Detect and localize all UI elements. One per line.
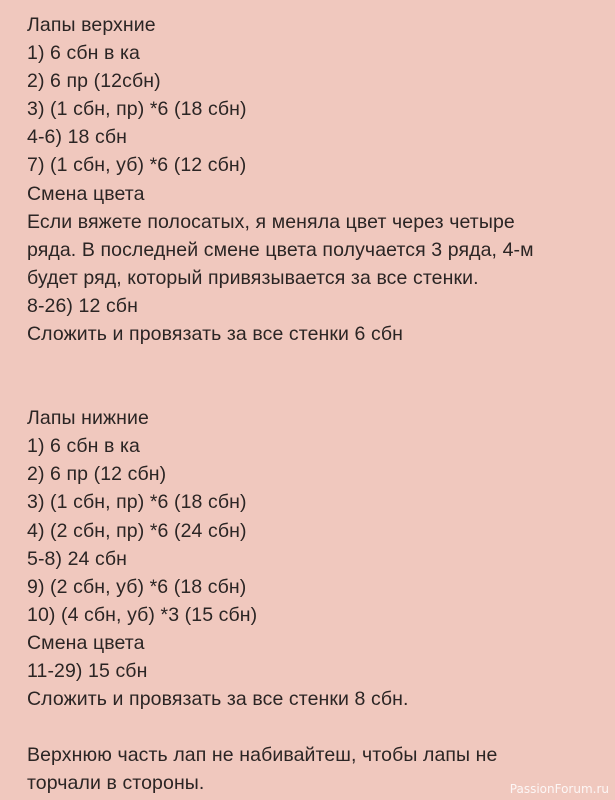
- lower-paws-row: 11-29) 15 сбн: [27, 659, 148, 682]
- upper-paws-row: 4-6) 18 сбн: [27, 126, 127, 149]
- upper-paws-row: Если вяжете полосатых, я меняла цвет через четыре: [27, 210, 515, 233]
- lower-paws-row: 4) (2 сбн, пр) *6 (24 сбн): [27, 519, 247, 542]
- lower-paws-row: 5-8) 24 сбн: [27, 547, 127, 570]
- section-spacer: [27, 713, 602, 741]
- section-spacer: [27, 348, 602, 404]
- lower-paws-row: 3) (1 сбн, пр) *6 (18 сбн): [27, 491, 247, 514]
- upper-paws-row: 2) 6 пр (12сбн): [27, 70, 161, 93]
- lower-paws-title: Лапы нижние: [27, 407, 149, 430]
- lower-paws-row: 2) 6 пр (12 сбн): [27, 463, 167, 486]
- upper-paws-row: 7) (1 сбн, уб) *6 (12 сбн): [27, 154, 247, 177]
- upper-paws-row: ряда. В последней смене цвета получается 3 ряда, 4-м: [27, 238, 534, 261]
- lower-paws-row: Сложить и провязать за все стенки 8 сбн.: [27, 688, 409, 711]
- lower-paws-row: Смена цвета: [27, 631, 145, 654]
- lower-paws-row: 10) (4 сбн, уб) *3 (15 сбн): [27, 603, 258, 626]
- upper-paws-row: Сложить и провязать за все стенки 6 сбн: [27, 323, 403, 346]
- upper-paws-title: Лапы верхние: [27, 14, 156, 36]
- upper-paws-row: 3) (1 сбн, пр) *6 (18 сбн): [27, 98, 247, 121]
- upper-paws-row: Смена цвета: [27, 182, 145, 205]
- lower-paws-row: 1) 6 сбн в ка: [27, 435, 141, 458]
- note-line: Верхнюю часть лап не набивайтеш, чтобы лапы не: [27, 744, 498, 767]
- note-line: торчали в стороны.: [27, 772, 205, 795]
- lower-paws-section: [27, 404, 602, 713]
- lower-paws-row: 9) (2 сбн, уб) *6 (18 сбн): [27, 575, 247, 598]
- watermark: PassionForum.ru: [509, 782, 609, 796]
- upper-paws-row: будет ряд, который привязывается за все стенки.: [27, 266, 479, 289]
- upper-paws-row: 1) 6 сбн в ка: [27, 42, 141, 65]
- pattern-document: [27, 11, 602, 797]
- upper-paws-section: [27, 11, 602, 348]
- upper-paws-row: 8-26) 12 сбн: [27, 294, 138, 317]
